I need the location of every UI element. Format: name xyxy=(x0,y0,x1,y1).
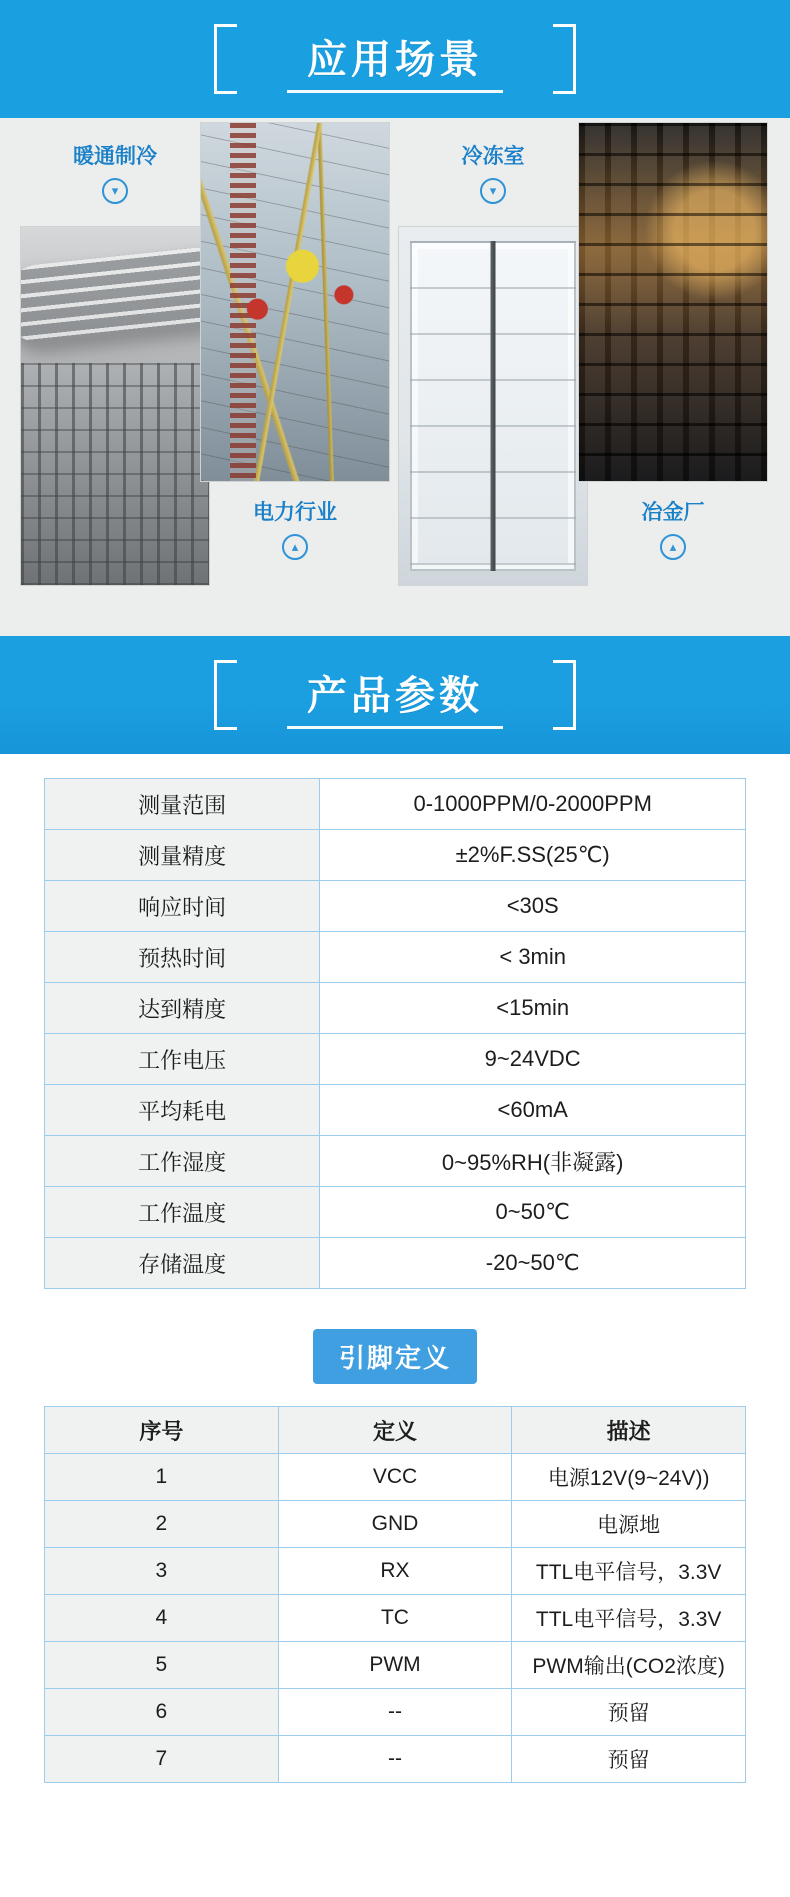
param-row xyxy=(45,1034,746,1085)
pin-no: 2 xyxy=(45,1501,279,1548)
scene-down-chevron-icon-1: ▾ xyxy=(102,178,128,204)
param-value: 0-1000PPM/0-2000PPM xyxy=(320,779,746,830)
params-table-wrap xyxy=(0,754,790,1299)
pin-description: TTL电平信号，3.3V xyxy=(512,1548,746,1595)
scene-up-chevron-icon-4: ▴ xyxy=(660,534,686,560)
banner-bracket-right xyxy=(553,24,576,94)
param-row xyxy=(45,779,746,830)
param-key: 达到精度 xyxy=(45,983,320,1034)
pin-description: 预留 xyxy=(512,1689,746,1736)
scenario-gallery xyxy=(0,118,790,636)
pin-header-cell: 序号 xyxy=(45,1407,279,1454)
pin-description: 电源地 xyxy=(512,1501,746,1548)
param-key: 工作温度 xyxy=(45,1187,320,1238)
param-key: 预热时间 xyxy=(45,932,320,983)
scene-column-1 xyxy=(20,118,210,636)
pin-no: 5 xyxy=(45,1642,279,1689)
pin-definition-subtitle: 引脚定义 xyxy=(313,1329,477,1384)
pin-description: 预留 xyxy=(512,1736,746,1783)
pin-no: 6 xyxy=(45,1689,279,1736)
scene-label-3: 冷冻室 xyxy=(461,145,525,168)
scenario-section-title: 应用场景 xyxy=(281,28,509,91)
pin-no: 7 xyxy=(45,1736,279,1783)
param-key: 响应时间 xyxy=(45,881,320,932)
pin-row xyxy=(45,1548,746,1595)
pin-row xyxy=(45,1642,746,1689)
params-table xyxy=(44,778,746,1289)
scene-column-4 xyxy=(578,118,768,636)
banner-bracket-left xyxy=(214,24,237,94)
pin-description: 电源12V(9~24V)) xyxy=(512,1454,746,1501)
pin-row xyxy=(45,1454,746,1501)
pin-definition: -- xyxy=(278,1689,512,1736)
param-row xyxy=(45,1187,746,1238)
param-row xyxy=(45,983,746,1034)
pin-definition: -- xyxy=(278,1736,512,1783)
pin-row xyxy=(45,1689,746,1736)
pin-header-cell: 描述 xyxy=(512,1407,746,1454)
param-value: < 3min xyxy=(320,932,746,983)
scene-up-chevron-icon-2: ▴ xyxy=(282,534,308,560)
scene-image-1 xyxy=(20,226,210,586)
params-section-title: 产品参数 xyxy=(281,664,509,727)
scene-image-4 xyxy=(578,122,768,482)
pin-definition: PWM xyxy=(278,1642,512,1689)
scene-image-2 xyxy=(200,122,390,482)
param-row xyxy=(45,830,746,881)
params-section-banner xyxy=(0,636,790,754)
scene-label-2: 电力行业 xyxy=(253,501,337,524)
pin-row xyxy=(45,1736,746,1783)
param-value: -20~50℃ xyxy=(320,1238,746,1289)
param-value: 0~50℃ xyxy=(320,1187,746,1238)
param-key: 工作湿度 xyxy=(45,1136,320,1187)
param-row xyxy=(45,1238,746,1289)
param-value: <15min xyxy=(320,983,746,1034)
pin-definition: RX xyxy=(278,1548,512,1595)
pin-description: TTL电平信号，3.3V xyxy=(512,1595,746,1642)
scene-image-3 xyxy=(398,226,588,586)
params-banner-bracket-left xyxy=(214,660,237,730)
scene-label-4: 冶金厂 xyxy=(641,501,705,524)
pin-row xyxy=(45,1595,746,1642)
params-banner-bracket-right xyxy=(553,660,576,730)
pin-description: PWM输出(CO2浓度) xyxy=(512,1642,746,1689)
param-key: 存储温度 xyxy=(45,1238,320,1289)
scene-down-chevron-icon-3: ▾ xyxy=(480,178,506,204)
pin-definition: GND xyxy=(278,1501,512,1548)
pin-definition: TC xyxy=(278,1595,512,1642)
param-row xyxy=(45,932,746,983)
scene-column-3 xyxy=(398,118,588,636)
pin-header-cell: 定义 xyxy=(278,1407,512,1454)
param-value: <30S xyxy=(320,881,746,932)
param-key: 工作电压 xyxy=(45,1034,320,1085)
param-row xyxy=(45,1136,746,1187)
param-value: <60mA xyxy=(320,1085,746,1136)
param-value: 9~24VDC xyxy=(320,1034,746,1085)
pin-header-row xyxy=(45,1407,746,1454)
scenario-section-banner xyxy=(0,0,790,118)
param-key: 测量范围 xyxy=(45,779,320,830)
param-row xyxy=(45,1085,746,1136)
param-row xyxy=(45,881,746,932)
pin-no: 3 xyxy=(45,1548,279,1595)
pin-definition: VCC xyxy=(278,1454,512,1501)
pin-table-wrap xyxy=(0,1406,790,1813)
pin-no: 4 xyxy=(45,1595,279,1642)
pin-row xyxy=(45,1501,746,1548)
pin-table xyxy=(44,1406,746,1783)
pin-no: 1 xyxy=(45,1454,279,1501)
param-value: ±2%F.SS(25℃) xyxy=(320,830,746,881)
scene-label-1: 暖通制冷 xyxy=(73,145,157,168)
param-value: 0~95%RH(非凝露) xyxy=(320,1136,746,1187)
param-key: 测量精度 xyxy=(45,830,320,881)
pin-subtitle-wrap xyxy=(0,1329,790,1384)
param-key: 平均耗电 xyxy=(45,1085,320,1136)
scene-column-2 xyxy=(200,118,390,636)
